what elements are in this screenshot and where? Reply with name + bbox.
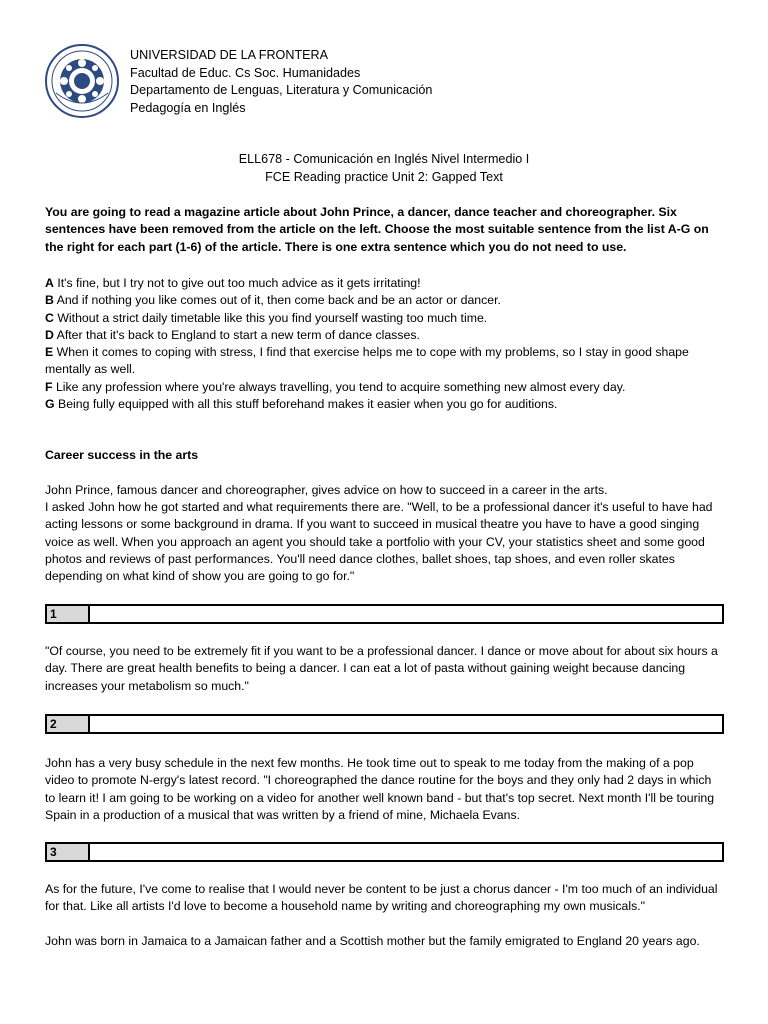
- option-a: A It's fine, but I try not to give out too much advice as it gets irritating!: [45, 276, 421, 290]
- faculty-name: Facultad de Educ. Cs Soc. Humanidades: [130, 65, 361, 80]
- gap-box-2[interactable]: [45, 714, 724, 734]
- institution-header: [130, 47, 432, 117]
- course-subtitle: FCE Reading practice Unit 2: Gapped Text: [265, 169, 503, 184]
- course-title: ELL678 - Comunicación en Inglés Nivel Intermedio I: [238, 152, 530, 166]
- options-list: [45, 275, 725, 413]
- option-e: E When it comes to coping with stress, I find that exercise helps me to cope with my problems, so I stay in good shape mentally as well.: [45, 345, 689, 377]
- gap-number: 3: [47, 844, 90, 860]
- article-paragraph-5: John was born in Jamaica to a Jamaican father and a Scottish mother but the family emigrated to England 20 years ago.: [45, 934, 700, 948]
- option-g: G Being fully equipped with all this stuff beforehand makes it easier when you go for auditions.: [45, 397, 558, 412]
- gap-answer-field[interactable]: [90, 606, 722, 622]
- article-intro: John Prince, famous dancer and choreographer, gives advice on how to succeed in a career in the arts.: [45, 483, 608, 497]
- article-paragraph-2: "Of course, you need to be extremely fit if you want to be a professional dancer. I dance or move about for about six hours a day. There are great health benefits to being a dancer. I can eat a lot of pasta without gaining weight because dancing increases your metabolism so much.": [45, 644, 718, 693]
- course-header: [0, 151, 768, 186]
- option-d: D After that it's back to England to start a new term of dance classes.: [45, 327, 420, 342]
- university-seal-logo: [44, 43, 120, 119]
- instructions: You are going to read a magazine article about John Prince, a dancer, dance teacher and choreographer. Six sentences have been removed from the article on the left. Choose the most suitable sentence from the list A-G on the right for each part (1-6) of the article. There is one extra sentence which you do not need to use.: [45, 205, 709, 254]
- program-name: Pedagogía en Inglés: [130, 100, 246, 115]
- option-c: C Without a strict daily timetable like this you find yourself wasting too much time.: [45, 310, 488, 325]
- option-f: F Like any profession where you're always travelling, you tend to acquire something new almost every day.: [45, 379, 626, 394]
- gap-answer-field[interactable]: [90, 716, 722, 732]
- gap-number: 1: [47, 606, 90, 622]
- gap-box-1[interactable]: [45, 604, 724, 624]
- article-paragraph-3: John has a very busy schedule in the next few months. He took time out to speak to me today from the making of a pop video to promote N-ergy's latest record. "I choreographed the dance routine for the boys and they only had 2 days in which to learn it! I am going to be working on a video for another well known band - but that's top secret. Next month I'll be touring Spain in a production of a musical that was written by a friend of mine, Michaela Evans.: [45, 756, 715, 822]
- article-title: Career success in the arts: [45, 448, 199, 462]
- option-b: B And if nothing you like comes out of it, then come back and be an actor or dancer.: [45, 293, 501, 308]
- gap-number: 2: [47, 716, 90, 732]
- department-name: Departamento de Lenguas, Literatura y Comunicación: [130, 83, 433, 97]
- article-paragraph-1: I asked John how he got started and what requirements there are. "Well, to be a professional dancer it's useful to have had acting lessons or some background in drama. If you want to succeed in musical theatre you have to have a good singing voice as well. When you approach an agent you should take a portfolio with your CV, your statistics sheet and some good photos and reviews of past performances. You'll need dance clothes, ballet shoes, tap shoes, and even roller skates depending on what kind of show you are going to go for.": [45, 500, 713, 584]
- article-paragraph-4: As for the future, I've come to realise that I would never be content to be just a chorus dancer - I'm too much of an individual for that. Like all artists I'd love to become a household name by writing and choreographing my own musicals.": [45, 882, 718, 914]
- gap-answer-field[interactable]: [90, 844, 722, 860]
- gap-box-3[interactable]: [45, 842, 724, 862]
- university-name: UNIVERSIDAD DE LA FRONTERA: [130, 48, 329, 62]
